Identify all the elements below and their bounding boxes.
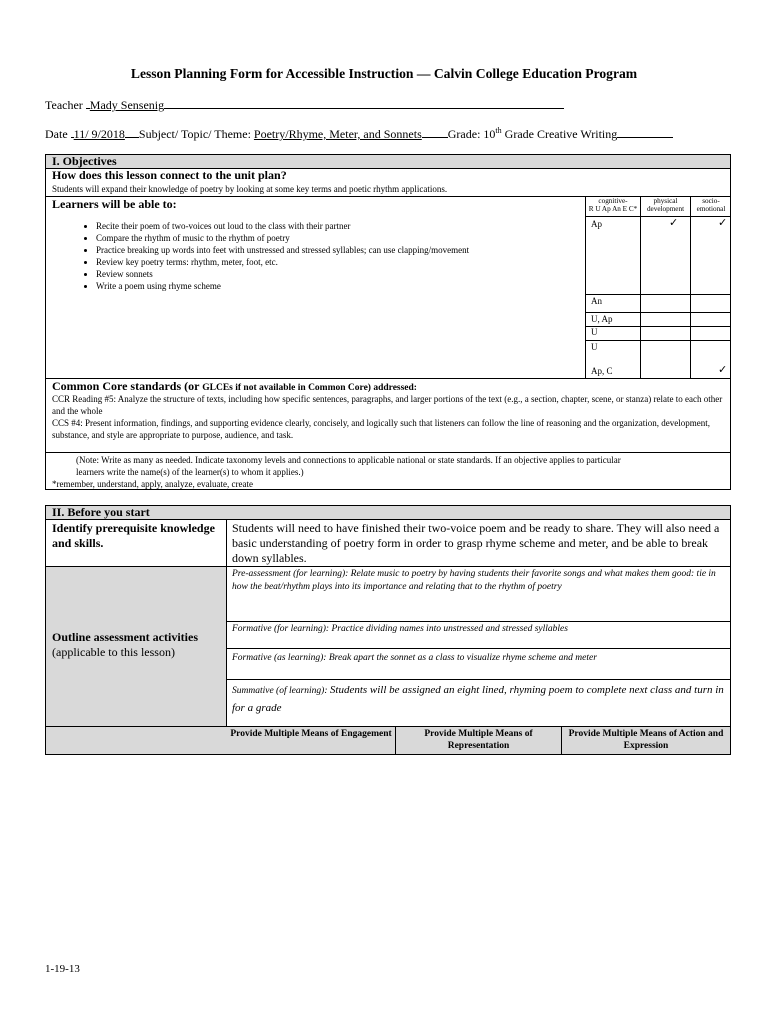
ccs-standard: CCS #4: Present information, findings, and supporting evidence clearly, concisely, and logically such that listeners can follow the line of reasoning and the organization, development, substance, and style are appropriate to purpose, audience, and task. [52,418,711,440]
objectives-header-bg [46,155,730,168]
assess-label: Outline assessment activities [52,630,198,644]
list-item: • Review key poetry terms: rhythm, meter, foot, etc. [96,256,631,268]
row5-cognitive: U [591,342,598,352]
col-socio: socio- emotional [696,197,726,213]
footer-date: 1-19-13 [45,963,80,975]
unit-plan-question: How does this lesson connect to the unit plan? [52,168,287,182]
ccr-standard: CCR Reading #5: Analyze the structure of texts, including how specific sentences, paragraphs, and larger portions of the text (e.g., a section, chapter, scene, or stanza) relate to each other and the whole [52,394,723,416]
date-value: 11/ 9/2018 [73,127,125,141]
prereq-text: Students will need to have finished their two-voice poem and be ready to share. They will also need a basic understanding of poetry form in order to grasp rhyme scheme and meter, and be able to break down syllables. [232,521,720,565]
teacher-name: Mady Sensenig [89,98,165,112]
before-title: II. Before you start [52,505,150,519]
unit-plan-answer: Students will expand their knowledge of poetry by looking at some key terms and poetic rhythm applications. [52,184,448,194]
objectives-list [46,220,631,292]
prereq-label: Identify prerequisite knowledge and skills. [52,521,215,550]
row3-cognitive: U, Ap [591,314,613,324]
list-item: • Compare the rhythm of music to the rhythm of poetry [96,232,631,244]
list-item: • Review sonnets [96,268,631,280]
row4-cognitive: U [591,327,598,337]
row1-physical-check: ✓ [669,216,679,229]
info-row [45,126,673,142]
pre-assessment: Pre-assessment (for learning): Relate music to poetry by having students their favorite songs and what makes them good: tie in how the beat/rhythm plays into its importance and relating that to the rhythm of poetry [232,569,716,592]
list-item: • Recite their poem of two-voices out loud to the class with their partner [96,220,631,232]
udl-representation: Provide Multiple Means of Representation [424,729,533,751]
col-physical: physical development [646,197,685,213]
summative-assessment: Summative (of learning): Students will be assigned an eight lined, rhyming poem to complete next class and turn in for a grade [232,684,724,714]
grade-sup: th [495,126,502,135]
row6-socio-check: ✓ [718,363,728,376]
list-item: • Write a poem using rhyme scheme [96,280,631,292]
formative-as-learning: Formative (as learning): Break apart the sonnet as a class to visualize rhyme scheme and meter [232,653,597,663]
row1-cognitive: Ap [591,219,602,229]
list-item: • Practice breaking up words into feet with unstressed and stressed syllables; can use clapping/movement [96,244,631,256]
date-label: Date [45,127,68,141]
row1-socio-check: ✓ [718,216,728,229]
objectives-title: I. Objectives [52,154,117,168]
grade-label: Grade: [447,127,481,141]
assess-label-block [52,630,198,660]
formative-for-learning: Formative (for learning): Practice dividing names into unstressed and stressed syllables [232,624,568,634]
row2-cognitive: An [591,296,602,306]
subject-value: Poetry/Rhyme, Meter, and Sonnets [253,127,422,141]
subject-label: Subject/ Topic/ Theme: [138,127,251,141]
udl-action-expression: Provide Multiple Means of Action and Expression [568,729,724,751]
row6-cognitive: Ap, C [591,366,613,376]
common-core-label: Common Core standards (or GLCEs if not available in Common Core) addressed: [52,379,417,393]
teacher-label: Teacher [45,98,83,112]
assess-sub: (applicable to this lesson) [52,645,175,659]
grade-rest: Grade Creative Writing [504,127,618,141]
col-cognitive: cognitive- R U Ap An E C* [588,197,638,213]
grade-num: 10 [483,127,496,141]
page-title: Lesson Planning Form for Accessible Instruction — Calvin College Education Program [130,66,638,81]
udl-engagement: Provide Multiple Means of Engagement [230,729,392,739]
learners-label: Learners will be able to: [52,197,177,211]
teacher-row [45,97,564,113]
objectives-note: (Note: Write as many as needed. Indicate taxonomy levels and connections to applicable national or state standards. If an objective applies to particular learners write the name(s) of the learner(s) to whom it applies.) *remember, understand, apply, analyze, evaluate, create [52,455,621,489]
